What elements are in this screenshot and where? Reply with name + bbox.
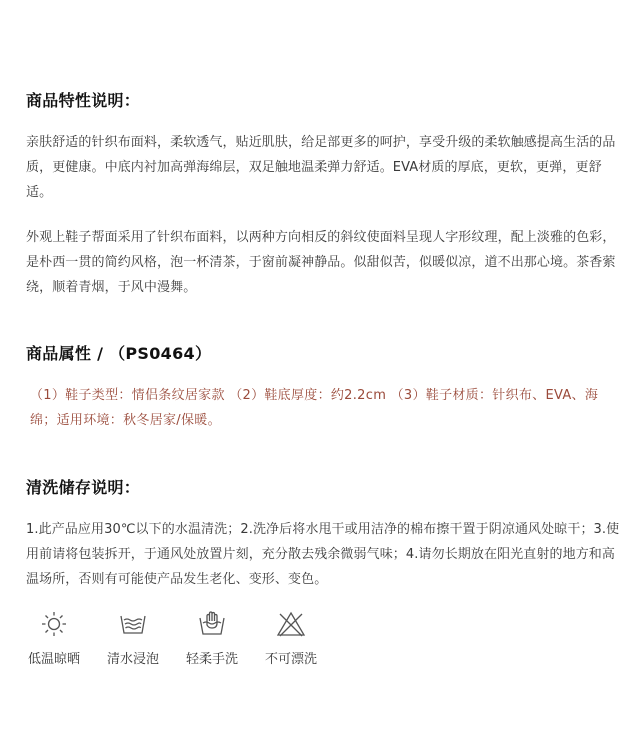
washing-heading: 清洗储存说明： (26, 478, 141, 497)
attributes-text: （1）鞋子类型：情侣条纹居家款 （2）鞋底厚度：约2.2cm （3）鞋子材质：针织布、EVA、海 绵；适用环境：秋冬居家/保暖。 (30, 388, 599, 428)
hand-wash-icon (184, 606, 240, 642)
attributes-heading: 商品属性 / （PS0464） (26, 344, 212, 363)
sun-icon (26, 606, 82, 642)
attributes-body (26, 383, 610, 433)
care-label: 轻柔手洗 (185, 652, 238, 667)
features-paragraph-2: 外观上鞋子帮面采用了针织布面料，以两种方向相反的斜纹使面料呈现人字形纹理，配上淡雅的色彩，是朴西一贯的简约风格，泡一杯清茶，于窗前凝神静品。似甜似苦，似暖似凉，道不出那心境。茶香萦绕，顺着青烟，于风中漫舞。 (26, 230, 616, 295)
attributes-section (26, 341, 620, 364)
washing-section (26, 475, 620, 498)
care-label: 低温晾晒 (27, 652, 80, 667)
care-icons (26, 606, 342, 667)
care-label: 清水浸泡 (106, 652, 159, 667)
care-item-soak (105, 606, 184, 667)
care-item-hand-wash (184, 606, 263, 667)
care-label: 不可漂洗 (264, 652, 317, 667)
features-body (26, 130, 620, 300)
washing-body (26, 517, 620, 592)
features-paragraph-1: 亲肤舒适的针织布面料，柔软透气，贴近肌肤，给足部更多的呵护，享受升级的柔软触感提高生活的品质，更健康。中底内衬加高弹海绵层，双足触地温柔弹力舒适。EVA材质的厚底，更软，更弹，更舒适。 (26, 135, 616, 200)
care-item-low-temp-dry (26, 606, 105, 667)
features-heading: 商品特性说明： (26, 91, 141, 110)
no-bleach-icon (263, 606, 319, 642)
features-section (26, 88, 620, 111)
wash-basin-icon (105, 606, 161, 642)
washing-text: 1.此产品应用30℃以下的水温清洗；2.洗净后将水甩干或用洁净的棉布擦干置于阴凉通风处晾干；3.使用前请将包装拆开，于通风处放置片刻，充分散去残余微弱气味；4.请勿长期放在阳光直射的地方和高温场所，否则有可能使产品发生老化、变形、变色。 (26, 522, 620, 587)
care-item-no-bleach (263, 606, 342, 667)
